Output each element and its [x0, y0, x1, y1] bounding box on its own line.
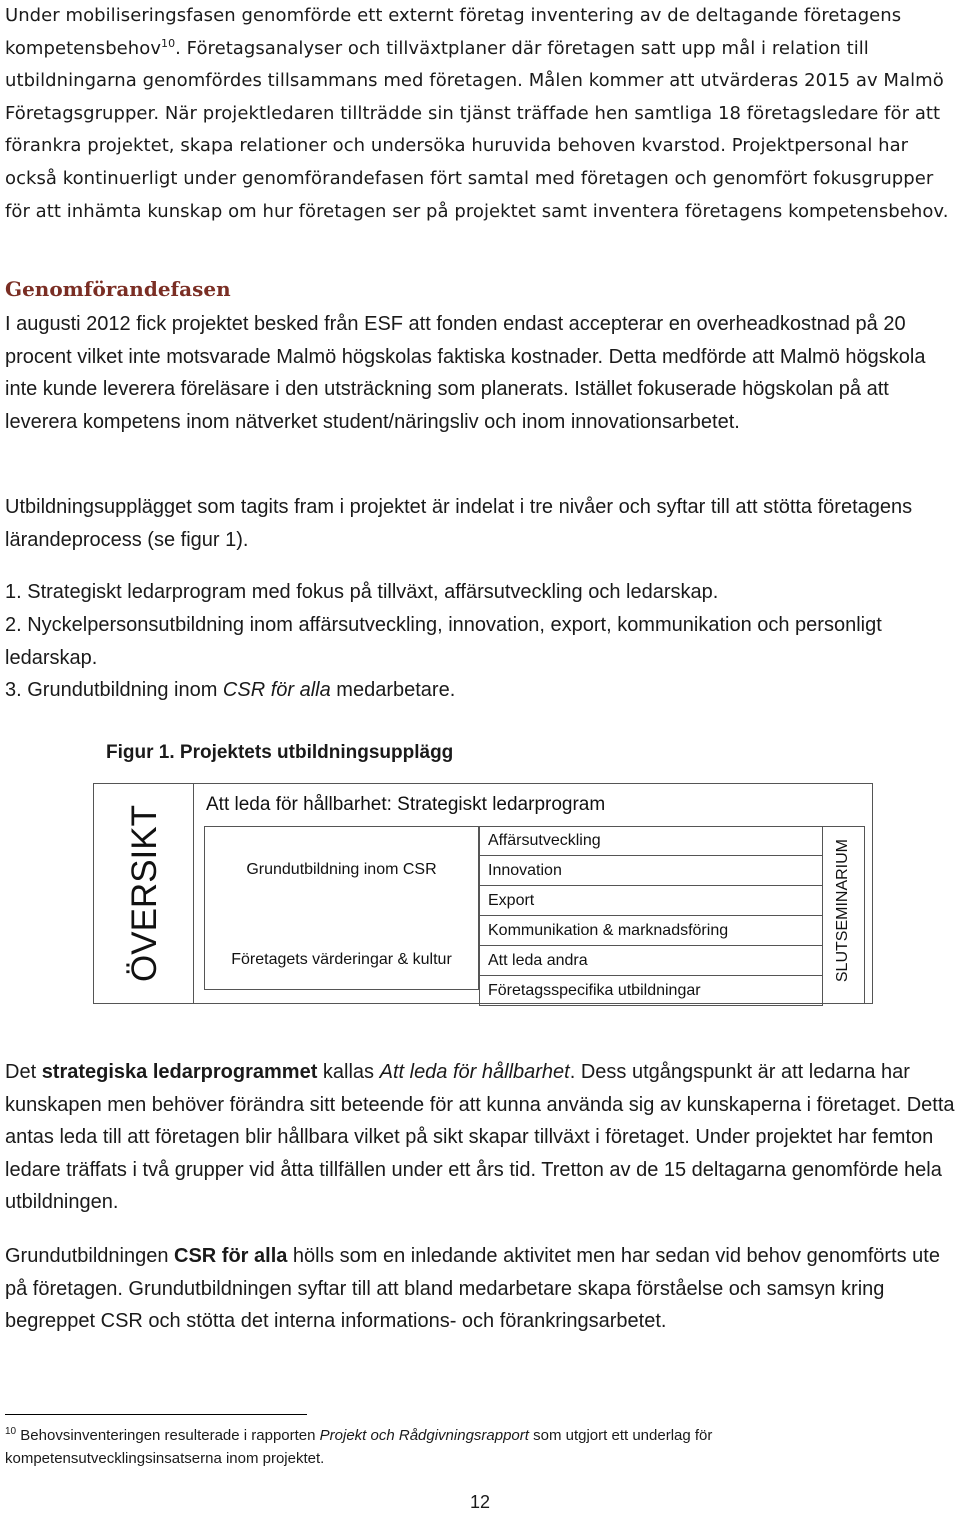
intro-paragraph-text-2: . Företagsanalyser och tillväxtplaner där företagen satt upp mål i relation till utbildningarna genomfördes tillsammans med företagen. Målen kommer att utvärderas 2015 av Malmö Företagsgrupper. När projektledaren tillträdde sin tjänst träffade hen samtliga 18 företagsledare för att förankra projektet, skapa relationer och undersöka huruvida behoven kvarstod. Projektpersonal har också kontinuerligt under genomförandefasen fört samtal med företagen och genomfört fokusgrupper för att inhämta kunskap om hur företagen ser på projektet samt inventera företagens kompetensbehov. [5, 37, 949, 222]
p5-text-2: hölls som en inledande aktivitet men har sedan vid behov genomförts ute på företagen. Grundutbildningen syftar till att bland medarbetare skapa förståelse och samsyn kring begreppet CSR och stötta det interna informations- och förankringsarbetet. [5, 1245, 940, 1333]
list-item-1: 1. Strategiskt ledarprogram med fokus på tillväxt, affärsutveckling och ledarskap. [5, 581, 719, 603]
program-box [193, 783, 873, 1004]
base-training-box [204, 826, 479, 990]
paragraph-levels: Utbildningsupplägget som tagits fram i projektet är indelat i tre nivåer och syftar till att stötta företagens lärandeprocess (se figur 1). [5, 496, 913, 551]
footnote-text-1: Behovsinventeringen resulterade i rapporten [16, 1427, 320, 1444]
p4-italic-1: Att leda för hållbarhet [379, 1061, 570, 1083]
list-item-2: 2. Nyckelpersonsutbildning inom affärsutveckling, innovation, export, kommunikation och personligt ledarskap. [5, 614, 882, 669]
key-person-item-2: Innovation [480, 856, 822, 886]
final-seminar-box [822, 826, 865, 1004]
p4-text-2: kallas [317, 1061, 380, 1083]
paragraph-strategic-program [5, 1056, 960, 1219]
p4-text-3: . Dess utgångspunkt är att ledarna har kunskapen men behöver förändra sitt beteende för att kunna använda sig av kunskaperna i företaget. Detta antas leda till att företagen blir hållbara vilket på sikt skapar tillväxt i företaget. Under projektet har femton ledare träffats i två grupper vid åtta tillfällen under ett års tid. Tretton av de 15 deltagarna genomförde hela utbildningen. [5, 1061, 955, 1214]
key-person-item-6: Företagsspecifika utbildningar [488, 982, 701, 999]
intro-paragraph-text-1: Under mobiliseringsfasen genomförde ett externt företag inventering av de deltagande företagens kompetensbehov [5, 5, 902, 59]
figure-caption: Figur 1. Projektets utbildningsupplägg [106, 742, 454, 763]
list-item-3 [5, 674, 960, 707]
p5-bold-1: CSR för alla [174, 1245, 288, 1267]
key-person-box [479, 826, 823, 1006]
base-training-item-1: Grundutbildning inom CSR [246, 861, 437, 878]
key-person-item-1: Affärsutveckling [480, 826, 822, 856]
list-item-3-italic: CSR för alla [222, 679, 331, 701]
base-training-item-2: Företagets värderingar & kultur [231, 951, 452, 968]
overview-box [93, 783, 194, 1004]
key-person-item-5: Att leda andra [480, 946, 822, 976]
paragraph-csr [5, 1240, 960, 1338]
section-heading: Genomförandefasen [5, 277, 231, 301]
list-item-3-prefix: 3. Grundutbildning inom [5, 679, 223, 701]
footnote [5, 1424, 905, 1470]
list-item-3-suffix: medarbetare. [330, 679, 456, 701]
key-person-item-3: Export [480, 886, 822, 916]
paragraph-esf: I augusti 2012 fick projektet besked från ESF att fonden endast accepterar en overheadkostnad på 20 procent vilket inte motsvarade Malmö högskolas faktiska kostnader. Detta medförde att Malmö högskola inte kunde leverera föreläsare i den utsträckning som planerats. Istället fokuserade högskolan på att leverera kompetens inom nätverket student/näringsliv och inom innovationsarbetet. [5, 313, 926, 433]
footnote-ref: 10 [161, 36, 176, 50]
p5-text-1: Grundutbildningen [5, 1245, 175, 1267]
p4-bold-1: strategiska ledarprogrammet [41, 1061, 318, 1083]
p4-text-1: Det [5, 1061, 42, 1083]
final-seminar-label: SLUTSEMINARIUM [834, 839, 851, 983]
footnote-divider [5, 1414, 307, 1415]
key-person-item-4: Kommunikation & marknadsföring [480, 916, 822, 946]
top-row-strategic-program: Att leda för hållbarhet: Strategiskt ledarprogram [206, 794, 606, 815]
footnote-text-2: som utgjort ett underlag för kompetensutvecklingsinsatserna inom projektet. [5, 1427, 713, 1467]
footnote-number: 10 [5, 1426, 17, 1437]
footnote-italic: Projekt och Rådgivningsrapport [319, 1427, 529, 1444]
overview-label: ÖVERSIKT [125, 805, 164, 982]
page-number: 12 [469, 1492, 491, 1512]
intro-paragraph [5, 0, 960, 228]
